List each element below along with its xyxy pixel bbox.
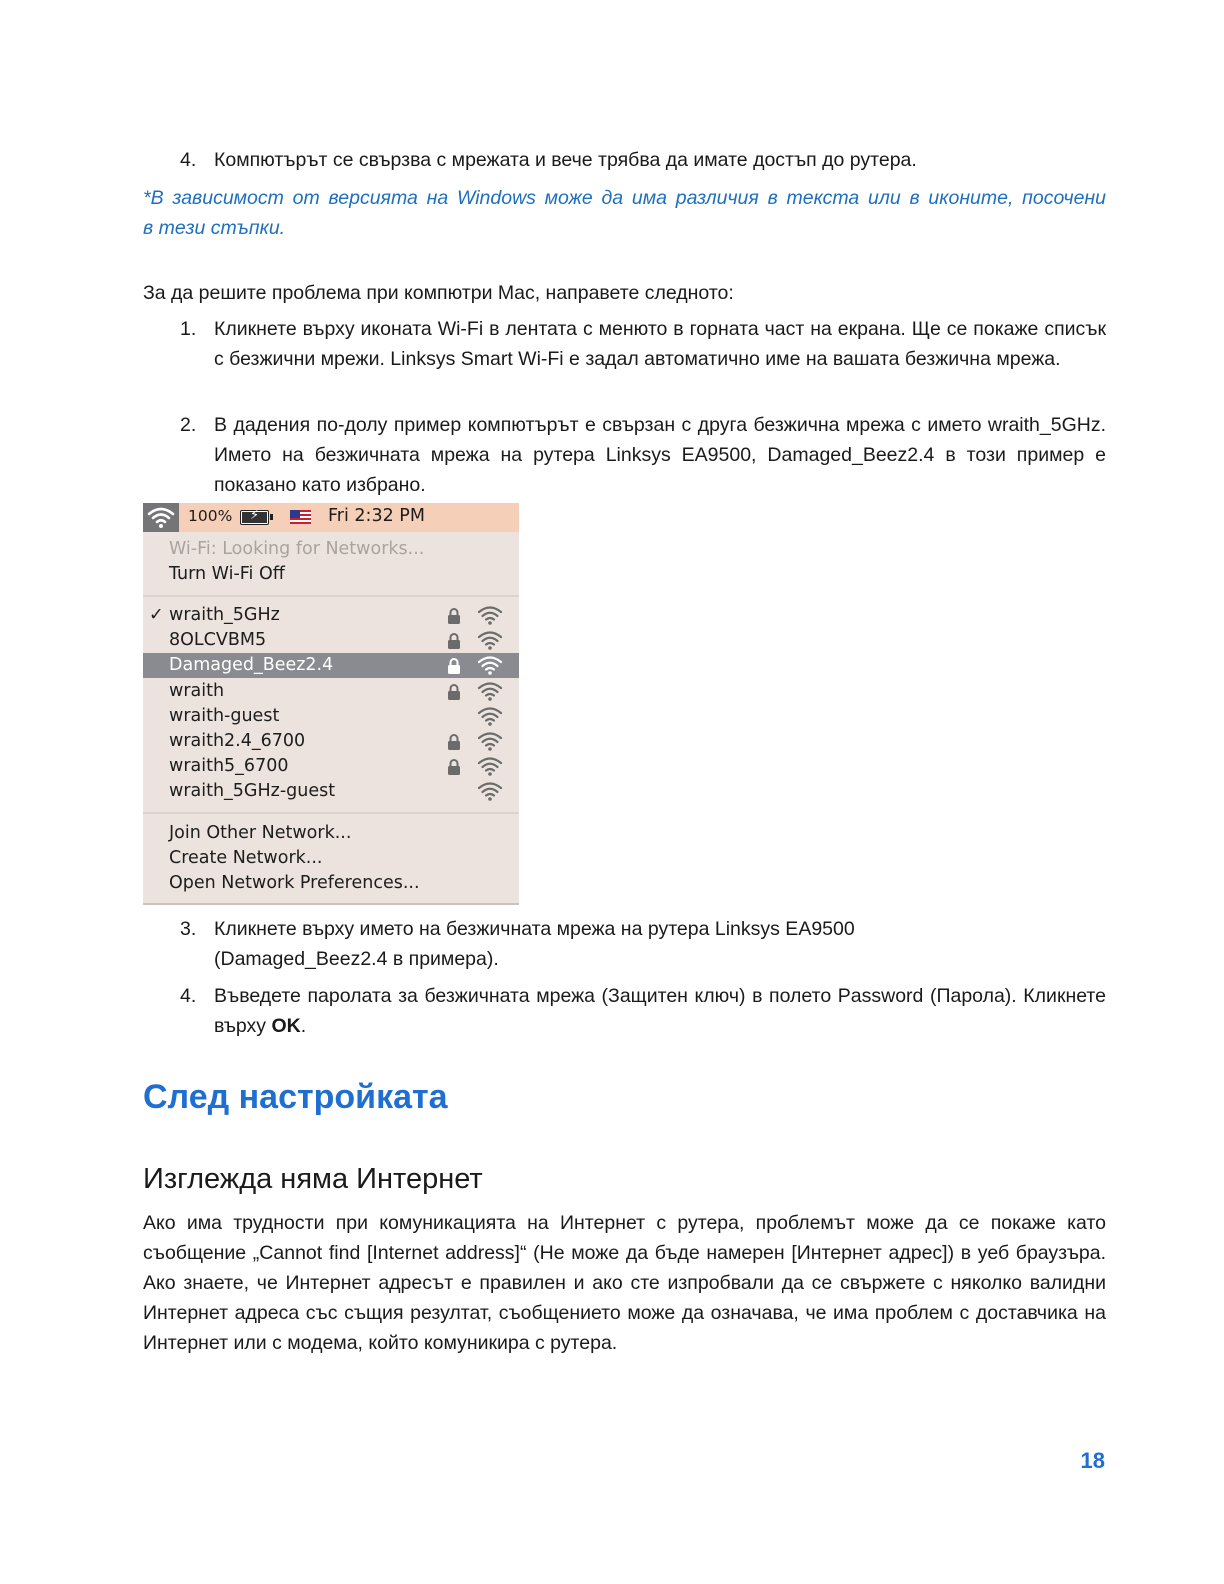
mac-intro: За да решите проблема при компютри Mac, направете следното:: [143, 282, 734, 304]
battery-icon: ⚡: [240, 510, 269, 525]
turn-wifi-off-label: Turn Wi-Fi Off: [169, 564, 285, 584]
windows-version-note: [143, 183, 1106, 243]
lock-icon: [447, 607, 461, 624]
section-heading: След настройката: [143, 1078, 448, 1116]
lock-icon: [447, 758, 461, 775]
subsection-heading: Изглежда няма Интернет: [143, 1163, 483, 1195]
wifi-network-item[interactable]: [143, 729, 519, 754]
note-line-1: *В зависимост от версията на Windows може да има различия в текста или в иконите, посочени: [143, 187, 1106, 209]
list-text: [214, 981, 1106, 1041]
wifi-network-name: 8OLCVBM5: [169, 630, 267, 651]
open-network-preferences-item[interactable]: [143, 871, 519, 896]
checkmark-icon: ✓: [149, 605, 164, 625]
wifi-network-name: Damaged_Beez2.4: [169, 655, 334, 676]
open-network-preferences-label: Open Network Preferences...: [169, 873, 420, 893]
list-text: В дадения по-долу пример компютърът е свързан с друга безжична мрежа с името wraith_5GHz. Името на безжичната мрежа на рутера Linksys EA9500, Damaged_Beez2.4 в този пример е показано като избрано.: [214, 414, 1106, 496]
wifi-signal-icon: [476, 654, 504, 676]
us-flag-icon[interactable]: [290, 510, 311, 524]
wifi-network-name: wraith_5GHz: [169, 605, 280, 625]
list-text-main: Въведете паролата за безжичната мрежа (Защитен ключ) в полето Password (Парола). Кликнете върху: [214, 985, 1106, 1037]
lock-icon: [447, 733, 461, 750]
wifi-signal-icon: [476, 705, 504, 727]
wifi-status-item: [143, 537, 519, 562]
wifi-signal-icon: [476, 680, 504, 702]
wifi-network-item[interactable]: [143, 628, 519, 653]
wifi-network-item[interactable]: [143, 653, 519, 678]
wifi-network-name: wraith_5GHz-guest: [169, 781, 336, 802]
menubar-clock[interactable]: Fri 2:32 PM: [328, 506, 425, 526]
list-number: 1.: [180, 318, 197, 340]
list-text-line-2: (Damaged_Beez2.4 в примера).: [214, 948, 499, 970]
wifi-network-item[interactable]: [143, 679, 519, 704]
create-network-item[interactable]: [143, 846, 519, 871]
menubar-wifi-icon[interactable]: [143, 503, 179, 532]
menu-separator: [143, 595, 519, 597]
wifi-signal-icon: [476, 755, 504, 777]
list-number: 2.: [180, 414, 197, 436]
list-number: 4.: [180, 985, 197, 1007]
wifi-network-name: wraith-guest: [169, 705, 280, 726]
wifi-network-item[interactable]: [143, 603, 519, 628]
wifi-network-item[interactable]: [143, 754, 519, 779]
wifi-signal-icon: [476, 730, 504, 752]
lock-icon: [447, 683, 461, 700]
no-internet-paragraph: Ако има трудности при комуникацията на Интернет с рутера, проблемът може да се покаже като съобщение „Cannot find [Internet address]“ (Не може да бъде намерен [Интернет адрес]) в уеб браузъра. Ако знаете, че Интернет адресът е правилен и ако сте изпробвали да се свържете с няколко валидни Интернет адреса със същия резултат, съобщението може да означава, че има проблем с доставчика на Интернет или с модема, който комуникира с рутера.: [143, 1212, 1106, 1354]
menu-separator: [143, 812, 519, 814]
list-text: [214, 914, 1106, 974]
lock-icon: [447, 657, 461, 674]
lock-icon: [447, 632, 461, 649]
wifi-signal-icon: [476, 629, 504, 651]
mac-wifi-menu-screenshot: [143, 503, 519, 905]
create-network-label: Create Network...: [169, 848, 323, 868]
mac-menubar: [143, 503, 519, 532]
list-text-end: .: [300, 1015, 307, 1037]
wifi-network-name: wraith: [169, 680, 225, 701]
wifi-network-name: wraith5_6700: [169, 756, 289, 777]
battery-percent: 100%: [188, 507, 233, 525]
ok-bold-text: OK: [271, 1015, 301, 1037]
list-text: Компютърът се свързва с мрежата и вече трябва да имате достъп до рутера.: [214, 149, 917, 171]
list-number: 4.: [180, 149, 197, 171]
wifi-network-name: wraith2.4_6700: [169, 731, 306, 751]
note-line-2: в тези стъпки.: [143, 217, 286, 239]
page-number: 18: [1080, 1448, 1105, 1473]
list-text-line-1: Кликнете върху името на безжичната мрежа на рутера Linksys EA9500: [214, 918, 855, 940]
wifi-signal-icon: [476, 780, 504, 802]
wifi-network-item[interactable]: [143, 704, 519, 729]
turn-wifi-off-item[interactable]: [143, 562, 519, 587]
join-other-network-label: Join Other Network...: [169, 823, 352, 843]
wifi-status-label: Wi-Fi: Looking for Networks...: [169, 539, 425, 559]
join-other-network-item[interactable]: [143, 821, 519, 846]
wifi-network-item[interactable]: [143, 779, 519, 804]
list-number: 3.: [180, 918, 197, 940]
wifi-signal-icon: [476, 604, 504, 626]
list-text: Кликнете върху иконата Wi-Fi в лентата с менюто в горната част на екрана. Ще се покаже списък с безжични мрежи. Linksys Smart Wi-Fi е задал автоматично име на вашата безжична мрежа.: [214, 318, 1106, 370]
